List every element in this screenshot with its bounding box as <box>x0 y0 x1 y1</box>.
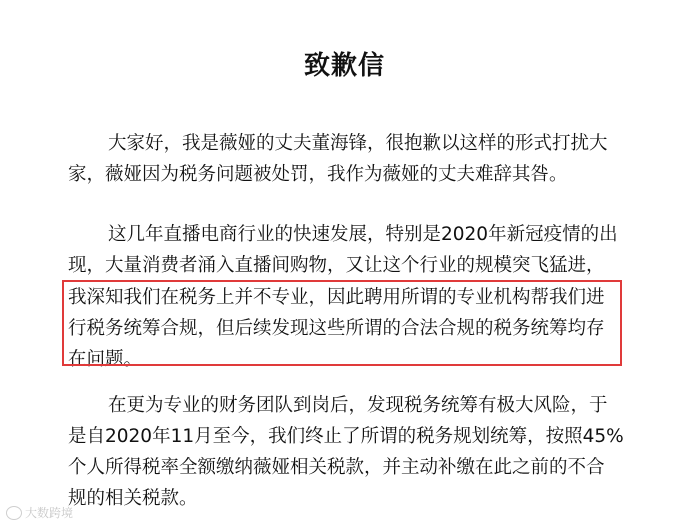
paragraph-line: 家，薇娅因为税务问题被处罚，我作为薇娅的丈夫难辞其咎。 <box>68 164 568 185</box>
paragraph-line: 现，大量消费者涌入直播间购物，又让这个行业的规模突飞猛进， <box>68 255 605 276</box>
paragraph-line: 这几年直播电商行业的快速发展，特别是2020年新冠疫情的出 <box>108 224 618 245</box>
paragraph-line: 在更为专业的财务团队到岗后，发现税务统筹有极大风险，于 <box>108 395 608 416</box>
paragraph-line: 大家好，我是薇娅的丈夫董海锋，很抱歉以这样的形式打扰大 <box>108 133 608 154</box>
watermark-text: 大数跨境 <box>25 506 74 520</box>
paragraph-line: 在问题。 <box>68 349 143 370</box>
paragraph-line: 规的相关税款。 <box>68 488 198 509</box>
paragraph-industry <box>68 219 628 281</box>
paragraph-line: 行税务统筹合规，但后续发现这些所谓的合法合规的税务统筹均存 <box>68 318 605 339</box>
red-highlight-box <box>62 280 622 366</box>
brand-logo-icon <box>6 506 22 520</box>
paragraph-intro <box>68 128 628 190</box>
page-title: 致歉信 <box>303 51 385 81</box>
paragraph-tax-action <box>68 390 628 514</box>
watermark <box>6 505 73 521</box>
paragraph-line: 我深知我们在税务上并不专业，因此聘用所谓的专业机构帮我们进 <box>68 287 605 308</box>
paragraph-line: 是自2020年11月至今，我们终止了所谓的税务规划统筹，按照45% <box>68 426 624 447</box>
paragraph-line: 个人所得税率全额缴纳薇娅相关税款，并主动补缴在此之前的不合 <box>68 457 605 478</box>
